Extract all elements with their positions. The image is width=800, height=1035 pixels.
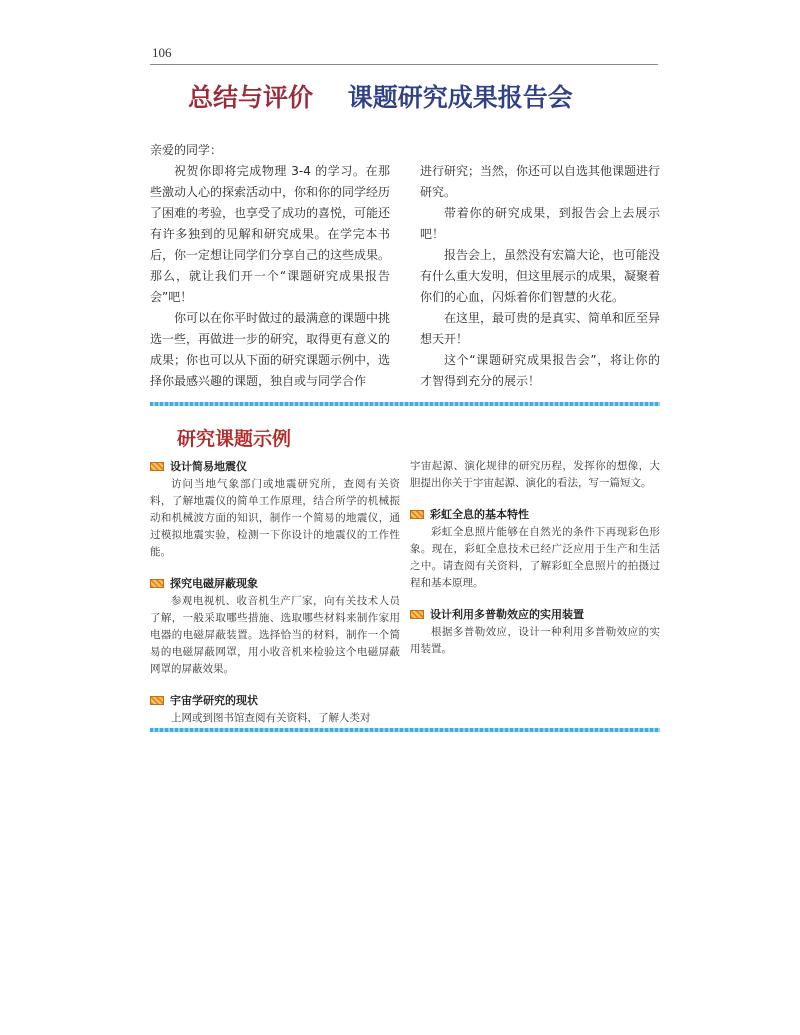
example-body: 上网或到图书馆查阅有关资料，了解人类对 — [171, 712, 371, 724]
research-examples — [150, 458, 660, 741]
example-body: 参观电视机、收音机生产厂家，向有关技术人员了解，一般采取哪些措施、选取哪些材料来制作家用电器的电磁屏蔽装置。选择恰当的材料，制作一个简易的电磁屏蔽网罩，用小收音机来检验这个电磁屏蔽网罩的屏蔽效果。 — [150, 595, 400, 675]
example-body: 根据多普勒效应，设计一种利用多普勒效应的实用装置。 — [410, 626, 660, 655]
bullet-icon — [410, 510, 424, 519]
intro-paragraph: 报告会上，虽然没有宏篇大论，也可能没有什么重大发明，但这里展示的成果，凝聚着你们的心血，闪烁着你们智慧的火花。 — [420, 248, 661, 304]
section-title-examples: 研究课题示例 — [177, 428, 292, 450]
bullet-icon — [150, 462, 164, 471]
example-item — [410, 606, 660, 658]
example-title: 探究电磁屏蔽现象 — [170, 577, 258, 590]
example-title: 设计简易地震仪 — [170, 460, 247, 473]
example-body: 彩虹全息照片能够在自然光的条件下再现彩色形象。现在，彩虹全息技术已经广泛应用于生产和生活之中。请查阅有关资料，了解彩虹全息照片的拍摄过程和基本原理。 — [410, 526, 660, 589]
examples-right-column — [410, 458, 660, 741]
example-title: 宇宙学研究的现状 — [170, 694, 258, 707]
section-divider-top — [150, 402, 660, 406]
intro-letter — [150, 140, 660, 392]
example-item-continuation — [410, 458, 660, 492]
intro-left-column — [150, 161, 390, 392]
intro-paragraph: 你可以在你平时做过的最满意的课题中挑选一些，再做进一步的研究，取得更有意义的成果；你也可以从下面的研究课题示例中，选择你最感兴趣的课题，独自或与同学合作 — [150, 311, 391, 388]
example-body: 宇宙起源、演化规律的研究历程，发挥你的想像，大胆提出你关于宇宙起源、演化的看法，写一篇短文。 — [410, 460, 660, 489]
example-item — [150, 692, 400, 727]
bullet-icon — [150, 579, 164, 588]
header-rule — [150, 64, 658, 65]
title-summary-evaluation: 总结与评价 — [188, 83, 314, 112]
intro-paragraph: 进行研究；当然，你还可以自选其他课题进行研究。 — [420, 164, 661, 199]
intro-paragraph: 祝贺你即将完成物理 3-4 的学习。在那些激动人心的探索活动中，你和你的同学经历了困难的考验，也享受了成功的喜悦，可能还有许多独到的见解和研究成果。在学完本书后，你一定想让同学们分享自己的这些成果。那么，就让我们开一个“课题研究成果报告会”吧！ — [150, 164, 391, 304]
intro-paragraph: 这个“课题研究成果报告会”，将让你的才智得到充分的展示！ — [420, 353, 660, 388]
example-item — [410, 506, 660, 592]
example-item — [150, 458, 400, 561]
example-item — [150, 575, 400, 678]
intro-paragraph: 在这里，最可贵的是真实、简单和匠至异想天开！ — [420, 311, 661, 346]
example-title: 设计利用多普勒效应的实用装置 — [430, 608, 584, 621]
example-title: 彩虹全息的基本特性 — [430, 508, 529, 521]
intro-paragraph: 带着你的研究成果，到报告会上去展示吧！ — [420, 206, 660, 241]
example-body: 访问当地气象部门或地震研究所，查阅有关资料，了解地震仪的简单工作原理，结合所学的机械振动和机械波方面的知识，制作一个简易的地震仪，通过模拟地震实验，检测一下你设计的地震仪的工作性能。 — [150, 478, 400, 558]
bullet-icon — [410, 610, 424, 619]
intro-right-column — [420, 161, 660, 392]
examples-left-column — [150, 458, 400, 741]
bullet-icon — [150, 696, 164, 705]
page-number: 106 — [152, 45, 172, 60]
greeting: 亲爱的同学： — [150, 143, 223, 157]
title-report-meeting: 课题研究成果报告会 — [347, 83, 573, 112]
section-divider-bottom — [150, 728, 660, 732]
page-title — [188, 78, 573, 114]
